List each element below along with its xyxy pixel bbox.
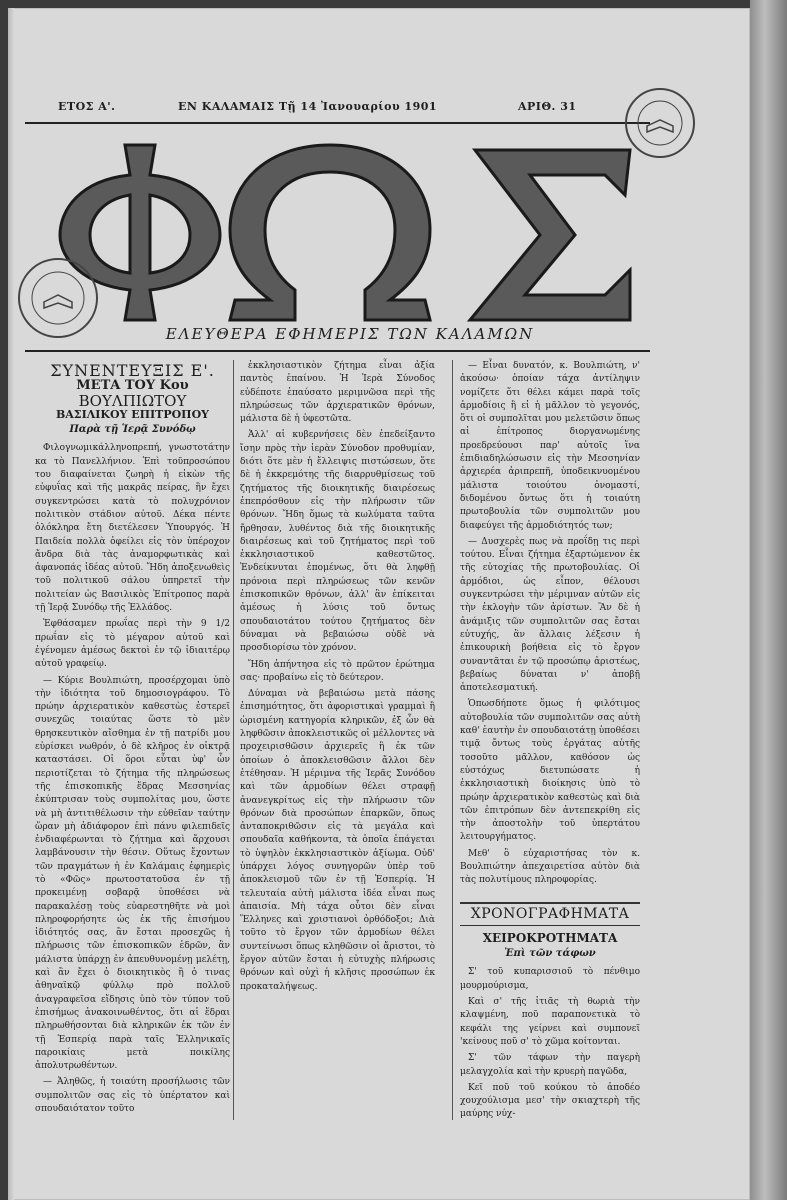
stamp-book-icon-2 (20, 260, 96, 336)
masthead-title-graphic (45, 140, 645, 325)
article-heading: ΣΥΝΕΝΤΕΥΞΙΣ Ε'. (50, 361, 215, 380)
article-paragraph: — Εἶναι δυνατόν, κ. Βουλπιώτη, ν' ἀκούσω· ὁποίαν τάχα ἀντίληψιν νομίζετε ὅτι θέλει κάμει παρὰ τοῖς ἁρμοδίοις ἢ εἰ ἡ μᾶλλον τὸ γεγονός, ὅτι οἱ συμπολῖται μου μελετῶσιν ὅπως αἱ ἐπίτροπος διοργανωμένης προεδρεύουσι παρ' αὐτοῖς ἵνα ἐπιδιαδηλώσωσιν εἰς τὴν Μεσσηνίαν ἀρχιερέα ἀριπρεπῆ, ὑποδεικνυομένου μάλιστα τοιούτου ὀνομαστί, διδομένου ὄντως ὅτι ἡ τοιαύτη πρωτοβουλία τῶν συμπολιτῶν μου διαφεύγει τῆς ἁρμοδιότητός των; (460, 361, 640, 531)
section-subheading: Ἐπὶ τῶν τάφων (504, 948, 596, 960)
article-subheading-1: ΜΕΤΑ ΤΟΥ Κου (76, 378, 189, 394)
library-stamp-2 (18, 258, 98, 338)
year-label: ΕΤΟΣ Α'. (58, 100, 116, 113)
subtitle-rule (25, 350, 650, 352)
page-edge (750, 0, 787, 1200)
section-paragraph: Κεῖ ποῦ τοῦ κούκου τὸ ἀποδέο χουχούλισμα μεσ' τὴν σκιαχτερὴ τῆς μαύρης νύχ- (460, 1082, 640, 1120)
article-paragraph: — Ἀληθῶς, ἡ τοιαύτη προσήλωσις τῶν συμπολιτῶν σας εἰς τὸ ὑπέρτατον καὶ σπουδαιότατον τοῦτο (35, 1077, 230, 1115)
article-paragraph: — Δυσχερὲς πως νὰ προΐδῃ τις περὶ τούτου. Εἶναι ζήτημα ἐξαρτώμενον ἐκ τῆς εὐτοχίας τῆς πρωτοβουλίας. Οἱ ἁρμόδιοι, ὡς εἶπον, θέλουσι συγκεντρώσει τὴν μέριμναν αὐτῶν εἰς τὴν ἐκλογὴν τῶν ἀρίστων. Ἂν δὲ ἡ ἀνάμιξις τῶν συμπολιτῶν σας ἔσται εὐτυχής, ἂν ἄλλαις λέξεσιν ἡ ἐπικουρικὴ βοήθεια εἰς τὸ ἔργον συναντᾶται ἐν τῷ προσώπῳ ἀριστέως, βεβαίως δύναται ν' ἀποβῇ ἀποτελεσματική. (460, 536, 640, 694)
section-paragraph: Καὶ σ' τῆς ἰτιᾶς τὴ θωριὰ τὴν κλαψμένη, ποῦ παραπονετικὰ τὸ κεφάλι της γείρνει καὶ συμπονεῖ 'κείνους ποῦ σ' τὸ χῶμα κοίτονται. (460, 997, 640, 1047)
article-paragraph: Μεθ' ὃ εὐχαριστήσας τὸν κ. Βουλπιώτην ἀπεχαιρετίσα αὐτὸν διὰ τὰς πολυτίμους πληροφορίας. (460, 848, 640, 886)
article-paragraph: Ἐφθάσαμεν πρωΐας περὶ τὴν 9 1/2 πρωΐαν εἰς τὸ μέγαρον αὐτοῦ καὶ ἐγένομεν ἀμέσως δεκτοὶ ἐν τῷ ἰδιαιτέρῳ αὐτοῦ γραφείῳ. (35, 619, 230, 670)
article-paragraph: Ἤδη ἀπήντησα εἰς τὸ πρῶτον ἐρώτημα σας· προβαίνω εἰς τὸ δεύτερον. (240, 659, 435, 683)
letter-omega (230, 145, 430, 320)
article-paragraph: Ὁπωσδήποτε ὅμως ἡ φιλότιμος αὐτοβουλία τῶν συμπολιτῶν σας αὐτὴ καθ' ἑαυτὴν ἐν σπουδαιοτάτῃ ὑποθέσει τιμᾷ ὄντως τοὺς ἐργάτας αὐτῆς τοσοῦτο μᾶλλον, καθόσον ὡς εὐστόχως διετυπώσατε ἡ ἐκκλησιαστικὴ διοίκησις ὑπὸ τὸ πρώην ἀρχιερατικὸν καθεστὼς καὶ διὰ τῶν ἐπιτρόπων δὲν ἀντεπεκρίθη εἰς τὴν ἀποστολὴν τοῦ ὑπερτάτου λειτουργήματος. (460, 699, 640, 843)
column-separator-2 (452, 360, 453, 1120)
article-paragraph: — Κύριε Βουλπιώτη, προσέρχομαι ὑπὸ τὴν ἰδιότητα τοῦ δημοσιογράφου. Τὸ πρώην ἀρχιερατικὸν καθεστὼς ἐστερεῖ συνεχῶς τοιαύτας ὥστε τὸ μὲν θρησκευτικὸν αἴσθημα ἐν τῇ πατρίδι μου εὑρίσκει νωθρόν, ὁ δὲ κλῆρος ἐν οἰκτρᾷ καταστάσει. Οἱ ὅροι εὗται ὑφ' ὧν περιοτίζεται τὸ ζήτημα τῆς πληρώσεως τῆς ἐπισκοπικῆς ἕδρας Μεσσηνίας ἐκύπτρισαν τοὺς συμπολίτας μου, ὥστε νὰ μὴ ἀντιτιθέλωσιν τὴν εὐθεῖαν ταύτην ὥραν μὴ ἀδιάφορον ἐπὶ πάνυ φιλεπιδεῖς ἐνδιαφέρωνται τὸ ζήτημα καὶ ἄρχουσι λαμβάνουσιν τὴν θέσιν. Οὕτως ἔχοντων τῶν πραγμάτων ἡ ἐν Καλάμαις ἐφημερὶς τὸ «Φῶς» πρωτοστατοῦσα ἐν τῇ προκειμένῃ σοβαρᾷ ὑποθέσει νὰ παρακαλέσῃ τοὺς εὐαρεστηθῆτε νὰ μοὶ πληροφορήσητε ὡς ἐκ τῆς ἐπισήμου ἰδιότητός σας, ἂν ἔσται προσεχῶς ἡ πλήρωσις τῶν ἐπισκοπικῶν ἑδρῶν, ἂν μάλιστα ὑπάρχῃ ἐν ἀπευθυνομένῃ μελέτῃ, καὶ ἂν ἔχει ὁ διοικητικὸς ἢ ὁ τινας ἀθηναϊκῷ φύλλῳ πρὸ πολλοῦ ἀναγραφεῖσα εἴδησις ὑπὸ τὸν τύπον τοῦ ἐπισήμως ἀνακοινωθέντος, ὅτι αἱ ἕδραι πληρωθήσονται διὰ κληρικῶν ἐκ τῶν ἐν τῇ Ἑσπερίᾳ παρὰ ταῖς Ἑλληνικαῖς παροικίαις μετὰ ποικίλης ἀπολυτρωθέντων. (35, 675, 230, 1072)
article-subheading-2: ΒΟΥΛΠΙΩΤΟΥ (78, 391, 187, 410)
section-heading: ΧΕΙΡΟΚΡΟΤΗΜΑΤΑ (482, 930, 618, 945)
section-paragraph: Σ' τῶν τάφων τὴν παγερὴ μελαγχολία καὶ τὴν κρυερὴ παγῶδα, (460, 1053, 640, 1077)
article-subheading-4: Παρὰ τῇ Ἱερᾷ Συνόδῳ (69, 424, 196, 436)
masthead-subtitle: ΕΛΕΥΘΕΡΑ ΕΦΗΜΕΡΙΣ ΤΩΝ ΚΑΛΑΜΩΝ (165, 325, 535, 343)
column-1 (35, 360, 230, 1119)
section-box-title: ΧΡΟΝΟΓΡΑΦΗΜΑΤΑ (460, 902, 640, 926)
article-paragraph: Δύναμαι νὰ βεβαιώσω μετὰ πάσης ἐπισημότητος, ὅτι ἀφοριστικαὶ γραμμαὶ ἢ ὡρισμένη κατηγορία κληρικῶν, ἐξ ὧν θὰ ληφθῶσιν ἀποκλειστικῶς οἱ μέλλοντες νὰ προχειρισθῶσιν ἀρχιερεῖς ἢ ἐκ τῶν ὁποίων ὁ ἀποκλεισθῶσιν ἄλλοι δὲν ἐτέθησαν. Ἡ μέριμνα τῆς Ἱερᾶς Συνόδου καὶ τῶν ἁρμοδίων θέλει στραφῇ ἀνανεγκρίτως εἰς τὴν πλήρωσιν τῶν θρόνων διὰ προσώπων ἐπαρκῶν, ὅπως ἀνταποκριθῶσιν εἰς τὰ μεγάλα καὶ σπουδαῖα καθήκοντα, τὰ ὁποῖα ἐπάγεται τὸ ὑψηλὸν ἐκκλησιαστικὸν ἀξίωμα. Οὐδ' ὑπάρχει λόγος συνηγορῶν ὑπὲρ τοῦ ἀποκλεισμοῦ τῶν ἐν τῇ Ἑσπερίᾳ. Ἡ τελευταία αὐτὴ μάλιστα ἰδέα εἶναι πως ἀπαισία. Μὴ τάχα οὗτοι δὲν εἶναι Ἕλληνες καὶ χριστιανοὶ ὀρθόδοξοι; Διὰ τοῦτο τὸ ἔργον τῶν ἁρμοδίων θέλει συντείνωσι ὅπως κληθῶσιν οἱ ἄριστοι, τὸ ἔργον αὐτῶν ἔσται ἡ εὐτυχὴς πλήρωσις θρόνων καὶ οὐχὶ ἡ κλῆσις προσώπων ἐκ προκαταλήψεως. (240, 689, 435, 992)
article-subheading-3: ΒΑΣΙΛΙΚΟΥ ΕΠΙΤΡΟΠΟΥ (55, 407, 210, 421)
section-paragraph: Σ' τοῦ κυπαρισσιοῦ τὸ πένθιμο μουρμούρισμα, (460, 967, 640, 991)
column-separator-1 (233, 360, 234, 1120)
letter-sigma (470, 150, 630, 320)
place-date: ΕΝ ΚΑΛΑΜΑΙΣ Τῇ 14 Ἰανουαρίου 1901 (178, 100, 438, 113)
article-paragraph: Ἀλλ' αἱ κυβερνήσεις δὲν ἐπεδείξαντο ἴσην πρὸς τὴν ἱερὰν Σύνοδον προθυμίαν, διότι ὅτε μὲν ἡ ἔλλειψις πιστώσεων, ὅτε δὲ ἡ ἐκκρεμότης τῆς διαρρυθμίσεως τοῦ ζητήματος τῆς διοικητικῆς διαιρέσεως ἐπεπρόσθουν εἰς τὴν πλήρωσιν τῶν θρόνων. Ἤδη ὅμως τὰ κωλύματα ταῦτα ἤρθησαν, λυθέντος διὰ τῆς διοικητικῆς διαιρέσεως καὶ τοῦ ζητήματος περὶ τοῦ ἐκκλησιαστικοῦ καθεστῶτος. Ἐνδείκνυται ἑπομένως, ὅτι θὰ ληφθῇ πρόνοια περὶ πληρώσεως τῶν κενῶν ἐπισκοπικῶν θρόνων, ἀλλ' ἂν ἐπίκειται ἀμέσως ἡ λύσις τοῦ ὄντως σπουδαιοτάτου τούτου ζητήματος δὲν δύναμαι νὰ βεβαιώσω οὐδὲ νὰ προσδιορίσω τὸν χρόνον. (240, 430, 435, 654)
page-fold (8, 8, 14, 1200)
article-paragraph: ἐκκλησιαστικὸν ζήτημα εἶναι ἀξία παντὸς ἐπαίνου. Ἡ Ἱερὰ Σύνοδος εὐδέποτε ἐπαύσατο μεριμνῶσα περὶ τῆς πληρώσεως τῶν ἀρχιερατικῶν θρόνων, μάλιστα δὲ ἡ ὑφεστῶτα. (240, 361, 435, 425)
column-3 (460, 360, 640, 1125)
column-2 (240, 360, 435, 997)
article-paragraph: Φιλογνωμικάλληνοπρεπή, γνωστοτάτην κα τὸ Πανελλήνιον. Ἐπὶ τοῦπροσώπου του διαφαίνεται ζωηρὴ ἡ εἰκὼν τῆς εὐφυΐας καὶ τῆς μακρᾶς πείρας, ἣν ἔχει συγκεντρώσει κατὰ τὸ πολυχρόνιον πολιτικὸν στάδιον αὐτοῦ. Δέκα πέντε ὁλόκληρα ἔτη διετέλεσεν Ὑπουργός. Ἡ Παιδεία πολλὰ ὀφείλει εἰς τὸν ὑπέροχον ἄνδρα διὰ τὰς ἀναμορφωτικὰς καὶ ἀφανοπάς ἰδέας αὐτοῦ. Ἤδη ἀποξενωθεὶς τοῦ πολιτικοῦ σάλου ὑπηρετεῖ τὴν πολιτείαν ὡς Βασιλικὸς Ἐπίτροπος παρὰ τῇ Ἱερᾷ Συνόδῳ τῆς Ἑλλάδος. (35, 443, 230, 614)
issue-number: ΑΡΙΘ. 31 (518, 100, 577, 113)
header-rule (25, 122, 650, 124)
